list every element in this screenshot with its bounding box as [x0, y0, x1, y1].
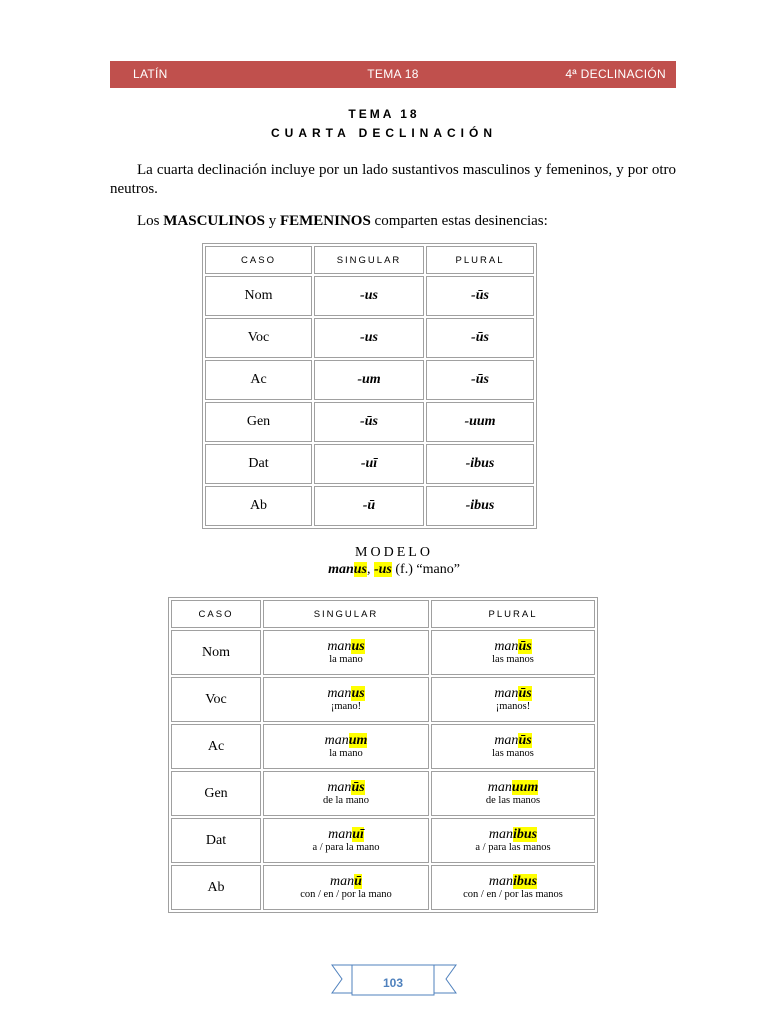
form-stem: man — [494, 639, 519, 654]
singular-ending: -ū — [314, 486, 424, 526]
singular-ending: -us — [314, 276, 424, 316]
plural-form — [432, 780, 594, 795]
case-cell: Gen — [171, 771, 261, 816]
case-cell: Ac — [171, 724, 261, 769]
case-cell: Gen — [205, 402, 312, 442]
singular-form-cell — [263, 771, 429, 816]
form-stem: man — [494, 733, 519, 748]
singular-gloss: de la mano — [322, 795, 370, 806]
col-header-singular: SINGULAR — [263, 600, 429, 628]
plural-form — [432, 874, 594, 889]
header-lesson: TEMA 18 — [367, 67, 419, 81]
singular-ending: -uī — [314, 444, 424, 484]
singular-ending: -ūs — [314, 402, 424, 442]
intro-text-mid: y — [264, 213, 280, 229]
case-cell: Dat — [205, 444, 312, 484]
form-ending: ū — [354, 874, 362, 889]
form-stem: man — [494, 686, 519, 701]
table-row — [205, 444, 534, 484]
case-cell: Voc — [205, 318, 312, 358]
plural-form — [432, 827, 594, 842]
case-cell: Dat — [171, 818, 261, 863]
singular-form-cell — [263, 818, 429, 863]
form-stem: man — [327, 780, 352, 795]
case-cell: Ac — [205, 360, 312, 400]
plural-form-cell — [431, 677, 595, 722]
table-row — [171, 818, 595, 863]
form-ending: uī — [352, 827, 364, 842]
lesson-subtitle: CUARTA DECLINACIÓN — [271, 126, 497, 140]
form-ending: ibus — [513, 827, 538, 842]
model-gender: (f.) — [391, 562, 417, 577]
header-subject: LATÍN — [133, 67, 168, 81]
col-header-case: CASO — [171, 600, 261, 628]
col-header-case: CASO — [205, 246, 312, 274]
plural-form — [432, 639, 594, 654]
masculinos-term: MASCULINOS — [163, 213, 265, 229]
plural-form-cell — [431, 630, 595, 675]
singular-form-cell — [263, 865, 429, 910]
table-row — [205, 486, 534, 526]
model-separator: , — [366, 562, 374, 577]
plural-ending: -ūs — [426, 360, 534, 400]
table-row — [205, 360, 534, 400]
table-header-row — [205, 246, 534, 274]
singular-form — [264, 827, 428, 842]
endings-intro-paragraph — [110, 212, 676, 231]
form-ending: ibus — [513, 874, 538, 889]
plural-form-cell — [431, 771, 595, 816]
plural-ending: -ūs — [426, 276, 534, 316]
singular-form — [264, 874, 428, 889]
model-stem: man — [328, 562, 354, 577]
case-cell: Nom — [171, 630, 261, 675]
case-cell: Voc — [171, 677, 261, 722]
form-ending: us — [351, 639, 365, 654]
plural-gloss: con / en / por las manos — [463, 889, 563, 900]
singular-gloss: a / para la mano — [312, 842, 380, 853]
case-cell: Ab — [205, 486, 312, 526]
table-row — [171, 865, 595, 910]
plural-gloss: las manos — [492, 654, 534, 665]
singular-form — [264, 686, 428, 701]
form-stem: man — [487, 780, 512, 795]
page-number-ribbon — [330, 963, 460, 1003]
form-stem: man — [328, 827, 353, 842]
form-stem: man — [330, 874, 355, 889]
intro-text-pre: Los — [137, 213, 164, 229]
table-row — [205, 402, 534, 442]
col-header-singular: SINGULAR — [314, 246, 424, 274]
form-ending: ūs — [518, 733, 532, 748]
singular-ending: -um — [314, 360, 424, 400]
form-stem: man — [327, 639, 352, 654]
endings-table — [202, 243, 537, 529]
singular-gloss: con / en / por la mano — [300, 889, 392, 900]
col-header-plural: PLURAL — [431, 600, 595, 628]
singular-form-cell — [263, 677, 429, 722]
singular-form-cell — [263, 630, 429, 675]
table-row — [205, 276, 534, 316]
table-row — [171, 724, 595, 769]
case-cell: Ab — [171, 865, 261, 910]
form-stem: man — [324, 733, 349, 748]
form-stem: man — [327, 686, 352, 701]
plural-ending: -ibus — [426, 486, 534, 526]
singular-form — [264, 733, 428, 748]
model-word — [0, 562, 768, 578]
plural-form-cell — [431, 724, 595, 769]
page-header — [110, 61, 676, 88]
table-row — [171, 630, 595, 675]
singular-gloss: ¡mano! — [330, 701, 362, 712]
header-topic: 4ª DECLINACIÓN — [565, 67, 666, 81]
plural-ending: -ūs — [426, 318, 534, 358]
model-ending-highlight: us — [353, 562, 367, 577]
singular-form — [264, 780, 428, 795]
singular-form — [264, 639, 428, 654]
form-ending: uum — [511, 780, 539, 795]
singular-form-cell — [263, 724, 429, 769]
model-genitive-ending: -us — [373, 562, 392, 577]
plural-gloss: las manos — [492, 748, 534, 759]
lesson-title: TEMA 18 — [348, 107, 420, 121]
intro-text-post: comparten estas desinencias: — [370, 213, 548, 229]
plural-gloss: ¡manos! — [495, 701, 531, 712]
model-declension-table — [168, 597, 598, 913]
singular-gloss: la mano — [329, 748, 363, 759]
form-stem: man — [488, 827, 513, 842]
table-header-row — [171, 600, 595, 628]
page-number: 103 — [382, 976, 404, 990]
plural-form-cell — [431, 818, 595, 863]
singular-gloss: la mano — [329, 654, 363, 665]
plural-form — [432, 686, 594, 701]
singular-ending: -us — [314, 318, 424, 358]
plural-form — [432, 733, 594, 748]
plural-gloss: a / para las manos — [475, 842, 551, 853]
plural-form-cell — [431, 865, 595, 910]
table-row — [205, 318, 534, 358]
femeninos-term: FEMENINOS — [279, 213, 371, 229]
table-row — [171, 771, 595, 816]
plural-gloss: de las manos — [485, 795, 541, 806]
model-heading: MODELO — [355, 545, 433, 560]
col-header-plural: PLURAL — [426, 246, 534, 274]
case-cell: Nom — [205, 276, 312, 316]
model-meaning: “mano” — [416, 562, 460, 577]
plural-ending: -ibus — [426, 444, 534, 484]
intro-paragraph: La cuarta declinación incluye por un lado sustantivos masculinos y femeninos, y por otro neutros. — [110, 162, 676, 197]
form-ending: ūs — [518, 686, 532, 701]
form-stem: man — [488, 874, 513, 889]
form-ending: ūs — [351, 780, 365, 795]
plural-ending: -uum — [426, 402, 534, 442]
table-row — [171, 677, 595, 722]
form-ending: um — [348, 733, 368, 748]
form-ending: ūs — [518, 639, 532, 654]
form-ending: us — [351, 686, 365, 701]
